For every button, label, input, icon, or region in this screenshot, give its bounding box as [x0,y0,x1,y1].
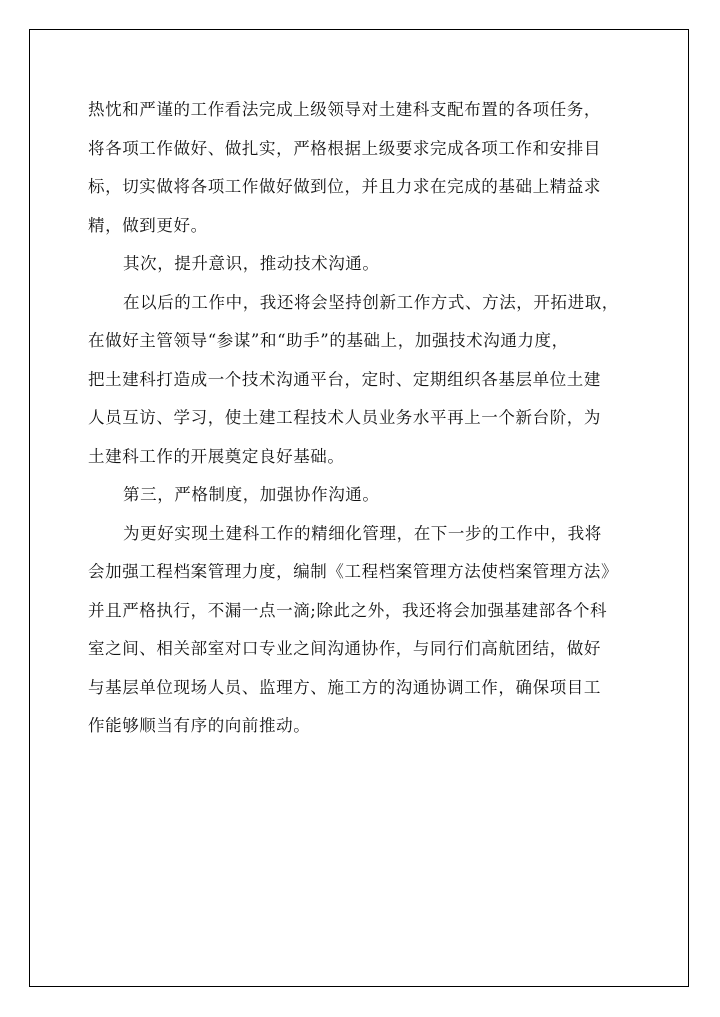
text-line: 会加强工程档案管理力度，编制《工程档案管理方法使档案管理方法》 [88,562,619,581]
text-line: 与基层单位现场人员、监理方、施工方的沟通协调工作，确保项目工 [88,677,601,697]
text-line: 将各项工作做好、做扎实，严格根据上级要求完成各项工作和安排目 [88,138,601,158]
document-body [88,91,636,746]
text-line: 精，做到更好。 [88,215,208,235]
text-line: 室之间、相关部室对口专业之间沟通协作，与同行们高航团结，做好 [88,639,601,658]
section-heading: 第三，严格制度，加强协作沟通。 [123,485,380,504]
text-line: 作能够顺当有序的向前推动。 [88,716,311,735]
text-line: 在做好主管领导“参谋”和“助手”的基础上，加强技术沟通力度， [88,331,569,350]
text-line: 并且严格执行，不漏一点一滴;除此之外，我还将会加强基建部各个科 [88,600,608,620]
text-line: 为更好实现土建科工作的精细化管理，在下一步的工作中，我将 [123,523,602,543]
text-line: 土建科工作的开展奠定良好基础。 [88,446,345,466]
text-line: 热忱和严谨的工作看法完成上级领导对土建科支配布置的各项任务， [88,100,601,119]
text-line: 标，切实做将各项工作做好做到位，并且力求在完成的基础上精益求 [88,177,601,196]
text-line: 把土建科打造成一个技术沟通平台，定时、定期组织各基层单位土建 [88,369,601,389]
text-line: 人员互访、学习，使土建工程技术人员业务水平再上一个新台阶，为 [88,408,601,427]
text-line: 在以后的工作中，我还将会坚持创新工作方式、方法，开拓进取， [123,292,619,312]
section-heading: 其次，提升意识，推动技术沟通。 [123,254,380,273]
